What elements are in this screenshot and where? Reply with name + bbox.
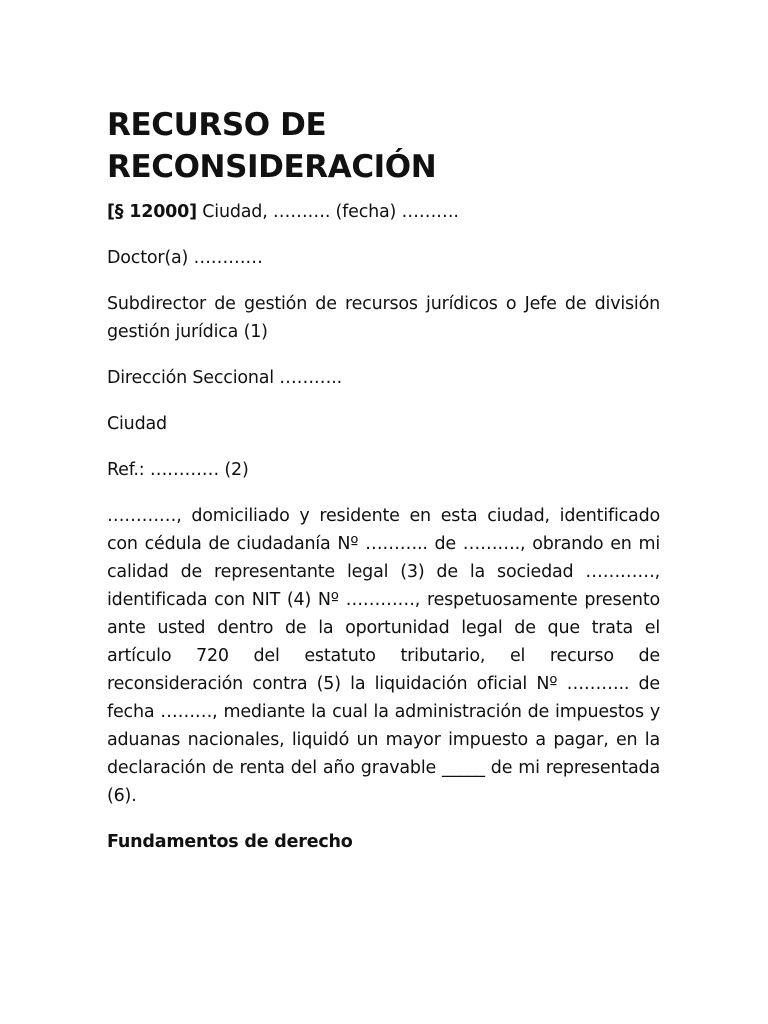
section-reference: [§ 12000] <box>107 202 197 222</box>
document-title <box>107 104 660 188</box>
addressee-city: Ciudad <box>107 414 167 434</box>
title-line-2: RECONSIDERACIÓN <box>107 149 437 185</box>
addressee-office: Dirección Seccional ……….. <box>107 368 342 388</box>
title-line-1: RECURSO DE <box>107 107 327 143</box>
addressee-position: Subdirector de gestión de recursos jurídicos o Jefe de división gestión jurídica (1) <box>107 294 660 342</box>
addressee-doctor: Doctor(a) ………… <box>107 248 263 268</box>
section-heading-fundamentos: Fundamentos de derecho <box>107 832 353 852</box>
date-line <box>107 198 660 226</box>
body-paragraph: …………, domiciliado y residente en esta ciudad, identificado con cédula de ciudadanía Nº ……….. de ………., obrando en mi calidad de representante legal (3) de la sociedad …………, identificada con NIT (4) Nº …………, respetuosamente presento ante usted dentro de la oportunidad legal de que trata el artículo 720 del estatuto tributario, el recurso de reconsideración contra (5) la liquidación oficial Nº ……….. de fecha ………, mediante la cual la administración de impuestos y aduanas nacionales, liquidó un mayor impuesto a pagar, en la declaración de renta del año gravable _____ de mi representada (6). <box>107 506 660 806</box>
reference-line: Ref.: ………… (2) <box>107 460 249 480</box>
document-page <box>107 104 660 856</box>
city-date-text: Ciudad, ………. (fecha) ………. <box>196 202 459 222</box>
